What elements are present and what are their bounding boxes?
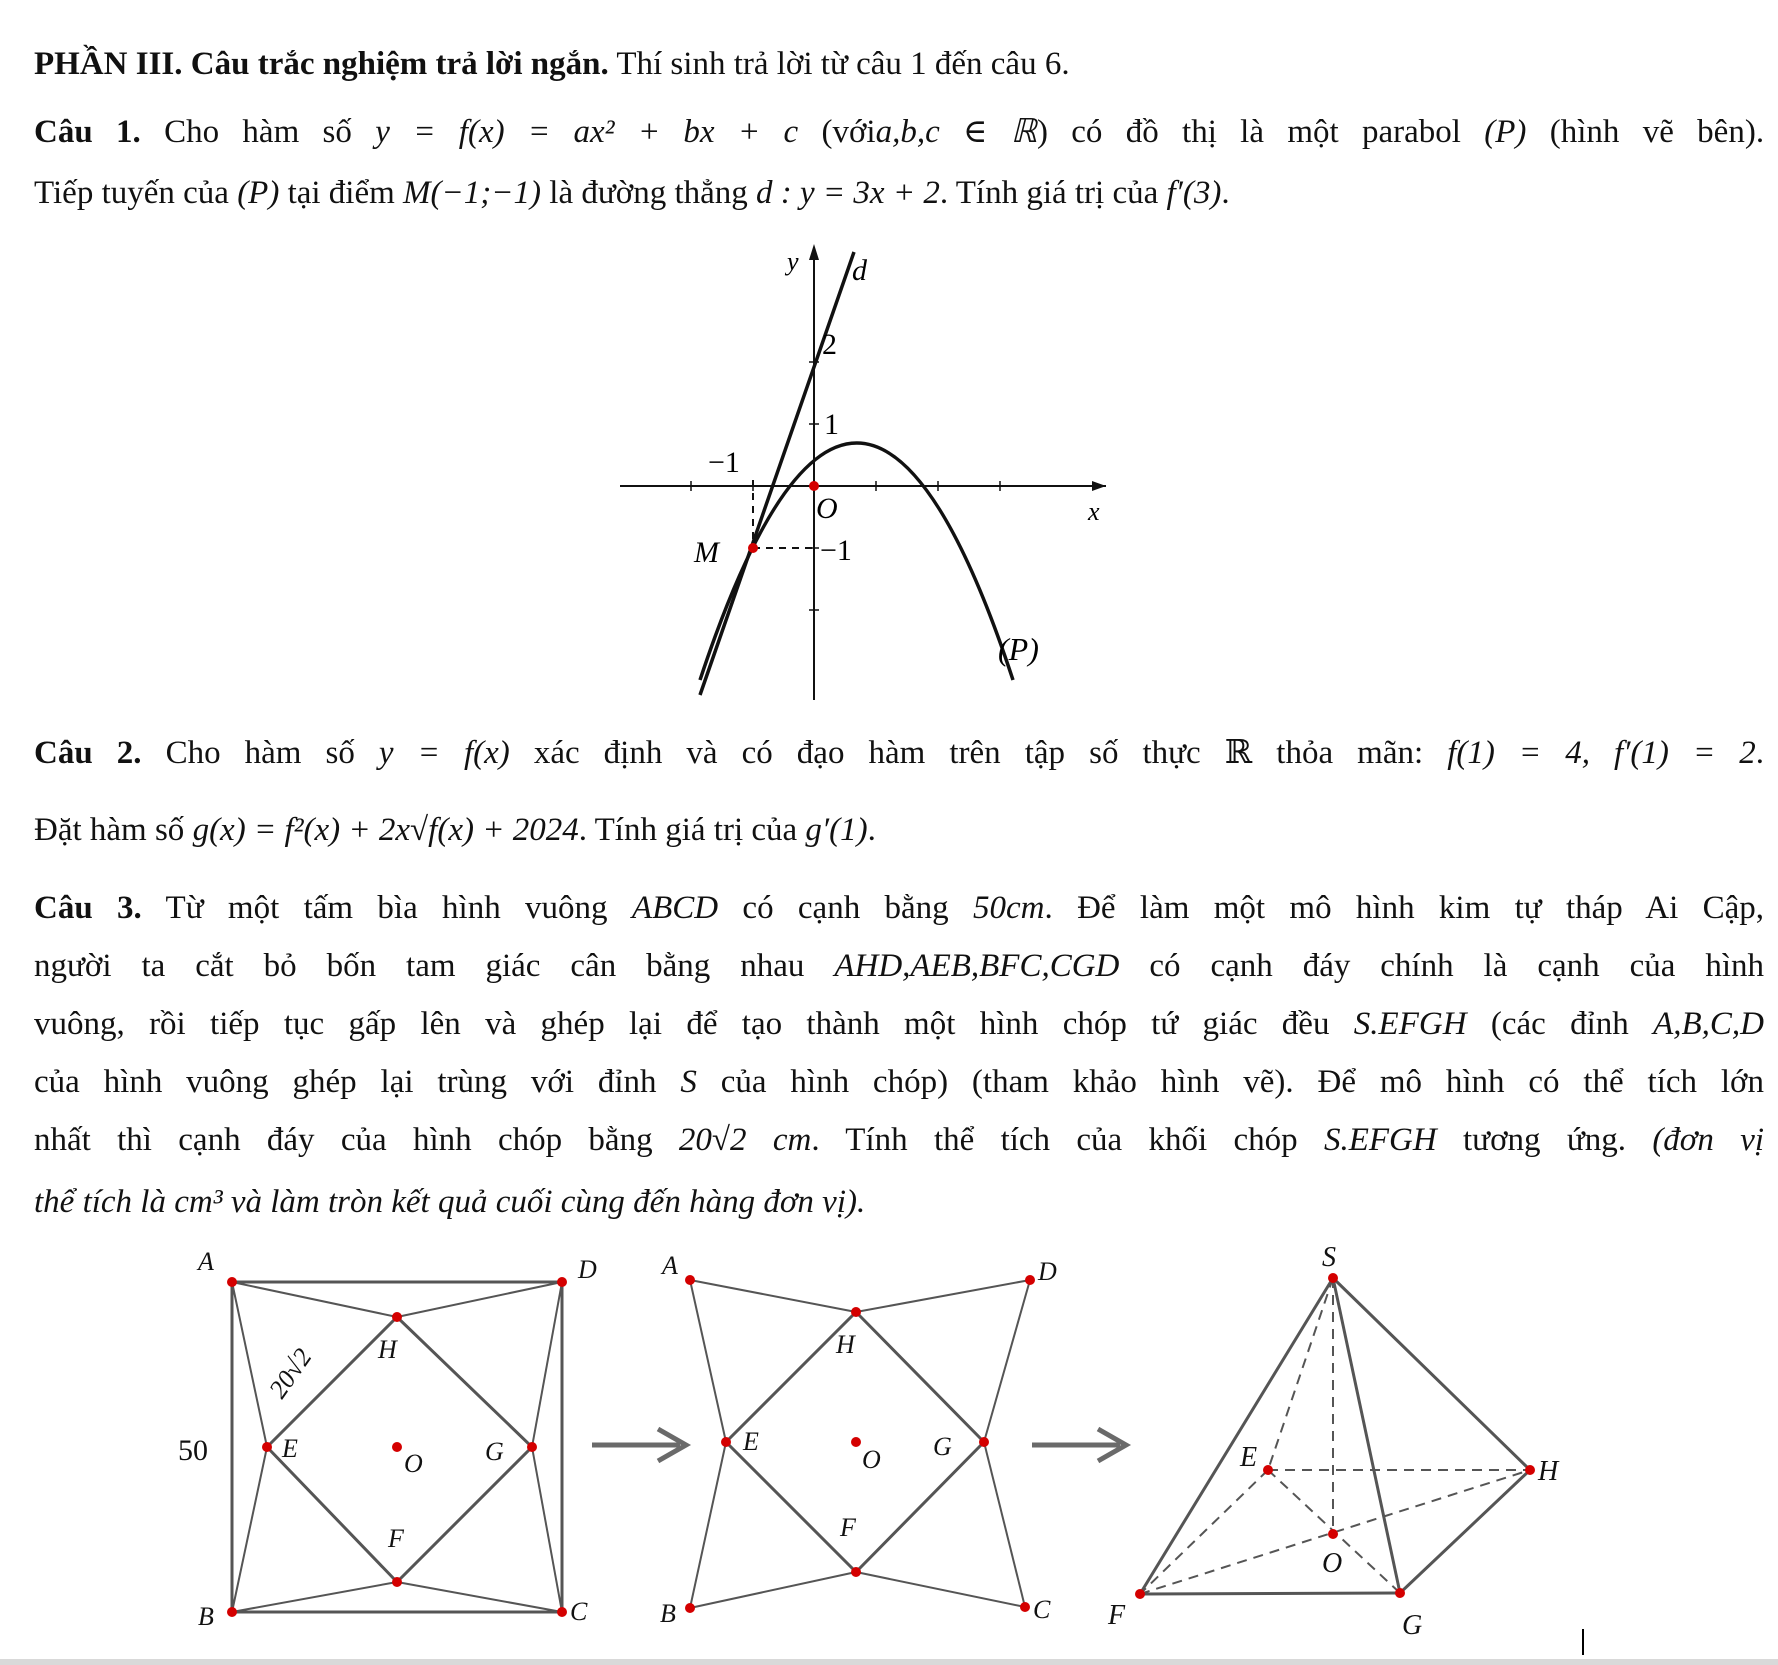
section-title: PHẦN III. Câu trắc nghiệm trả lời ngắn. xyxy=(34,46,609,82)
vertex-dots-2 xyxy=(685,1275,1035,1613)
pyramid-solid-edges xyxy=(1140,1278,1530,1594)
section-instruction: Thí sinh trả lời từ câu 1 đến câu 6. xyxy=(616,46,1070,82)
tick-label-minus1-y: −1 xyxy=(820,534,852,567)
label-G: G xyxy=(485,1437,504,1466)
origin-label: O xyxy=(816,492,838,525)
label-side-50: 50 xyxy=(178,1434,208,1467)
y-axis-label: y xyxy=(787,247,799,276)
q2-line-1: Câu 2. Cho hàm số y = f(x) xác định và có đạo hàm trên tập số thực ℝ thỏa mãn: f(1) = 4, f′(1) = 2. xyxy=(34,735,1765,771)
label-B-2: B xyxy=(660,1599,676,1628)
label-E-3: E xyxy=(1240,1442,1258,1473)
q2-label: Câu 2. xyxy=(34,735,142,771)
q3-line-4: của hình vuông ghép lại trùng với đỉnh S của hình chóp) (tham khảo hình vẽ). Để mô hình có thể tích lớn xyxy=(34,1064,1765,1100)
q3-line-1: Câu 3. Từ một tấm bìa hình vuông ABCD có cạnh bằng 50cm. Để làm một mô hình kim tự tháp Ai Cập, xyxy=(34,890,1765,926)
q1-formula: y = f(x) = ax² + bx + c xyxy=(375,114,799,150)
M-label: M xyxy=(694,536,719,569)
label-H: H xyxy=(378,1335,397,1364)
y-axis-arrow xyxy=(809,244,819,260)
q2-line-2: Đặt hàm số g(x) = f²(x) + 2x√f(x) + 2024. Tính giá trị của g′(1). xyxy=(34,812,876,848)
label-H-2: H xyxy=(836,1330,855,1359)
label-A-2: A xyxy=(662,1251,678,1280)
figure-folded-net xyxy=(640,1250,1080,1630)
label-C: C xyxy=(570,1597,588,1626)
label-S: S xyxy=(1322,1242,1336,1273)
label-O-2: O xyxy=(862,1445,881,1474)
origin-dot xyxy=(809,481,819,491)
parabola-graph xyxy=(620,240,1110,710)
x-axis-arrow xyxy=(1092,481,1106,491)
section-header xyxy=(34,44,1764,84)
q3-line-2: người ta cắt bỏ bốn tam giác cân bằng nhau AHD,AEB,BFC,CGD có cạnh đáy chính là cạnh của hình xyxy=(34,948,1764,984)
tick-label-minus1-x: −1 xyxy=(708,446,740,479)
pyramid-hidden-edges xyxy=(1140,1278,1530,1594)
P-label: (P) xyxy=(998,631,1039,667)
figure-pyramid xyxy=(1090,1238,1590,1638)
label-E-2: E xyxy=(743,1427,759,1456)
text-cursor xyxy=(1582,1629,1584,1655)
figure-square-net xyxy=(170,1250,610,1630)
label-G-3: G xyxy=(1402,1610,1423,1638)
tick-label-1: 1 xyxy=(824,408,839,441)
label-A: A xyxy=(198,1250,214,1276)
bottom-scroll-strip xyxy=(0,1659,1778,1665)
label-O: O xyxy=(404,1449,423,1478)
label-G-2: G xyxy=(933,1432,952,1461)
label-C-2: C xyxy=(1033,1595,1051,1624)
label-E: E xyxy=(282,1434,298,1463)
q1-label: Câu 1. xyxy=(34,114,141,150)
x-axis-label: x xyxy=(1088,497,1100,526)
label-F-3: F xyxy=(1108,1600,1126,1631)
label-D: D xyxy=(578,1255,597,1284)
q3-line-3: vuông, rồi tiếp tục gấp lên và ghép lại để tạo thành một hình chóp tứ giác đều S.EFGH (các đỉnh A,B,C,D xyxy=(34,1006,1765,1042)
label-O-3: O xyxy=(1322,1548,1343,1579)
q3-line-5: nhất thì cạnh đáy của hình chóp bằng 20√2 cm. Tính thể tích của khối chóp S.EFGH tương ứng. (đơn vị xyxy=(34,1122,1765,1158)
label-H-3: H xyxy=(1538,1456,1559,1487)
label-F-2: F xyxy=(840,1513,856,1542)
vertex-dots xyxy=(227,1277,567,1617)
label-B: B xyxy=(198,1602,214,1630)
label-edge-20sqrt2: 20√2 xyxy=(263,1343,318,1404)
q3-line-6: thể tích là cm³ và làm tròn kết quả cuối cùng đến hàng đơn vị). xyxy=(34,1184,866,1220)
q1-line-2: Tiếp tuyến của (P) tại điểm M(−1;−1) là đường thẳng d : y = 3x + 2. Tính giá trị của f′(3). xyxy=(34,175,1230,211)
point-M-dot xyxy=(748,543,758,553)
q1-line-1: Câu 1. Cho hàm số y = f(x) = ax² + bx + c (vớia,b,c ∈ ℝ) có đồ thị là một parabol (P) (hình vẽ bên). xyxy=(34,114,1765,150)
tick-label-2: 2 xyxy=(822,328,837,361)
d-label: d xyxy=(852,254,867,287)
q3-label: Câu 3. xyxy=(34,890,142,926)
label-D-2: D xyxy=(1038,1257,1057,1286)
label-F: F xyxy=(388,1524,404,1553)
